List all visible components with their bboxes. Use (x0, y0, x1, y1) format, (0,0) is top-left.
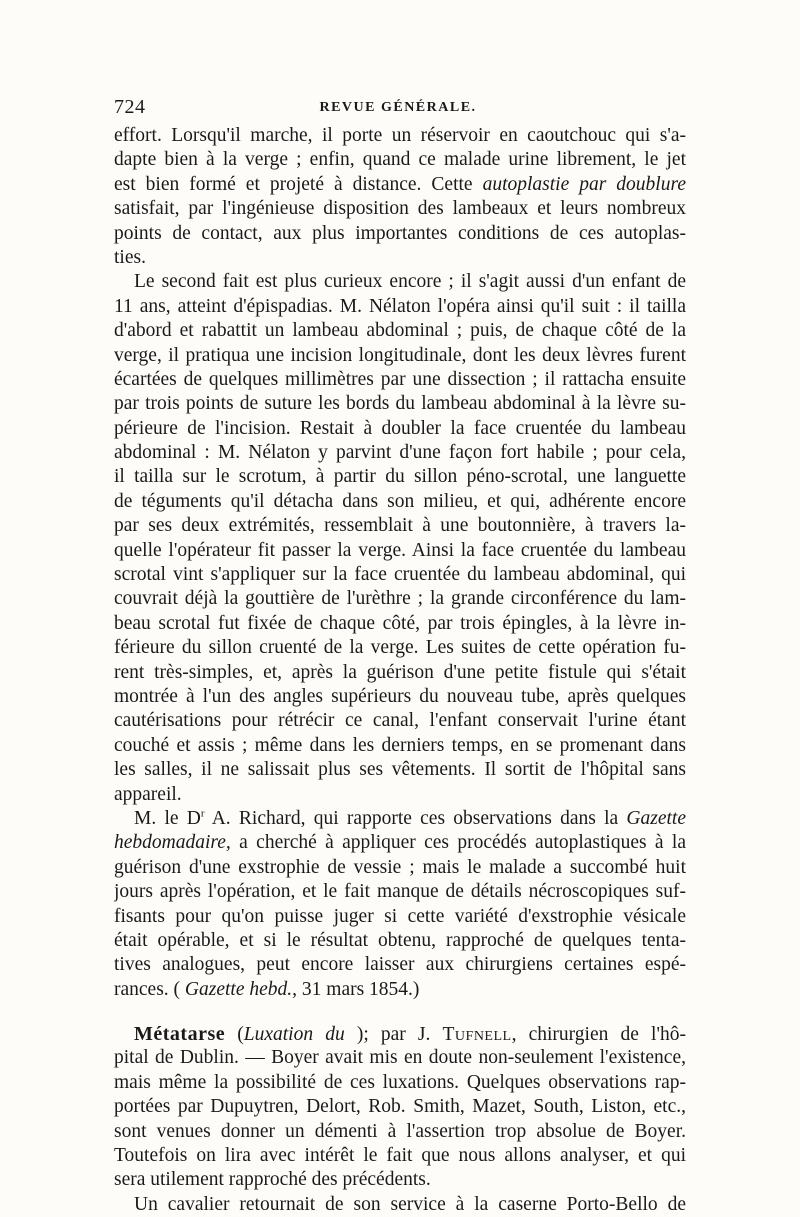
paragraph-3 (114, 807, 686, 1002)
text-line: dapte bien à la verge ; enfin, quand ce malade urine librement, le jet (114, 149, 686, 171)
text-line (114, 173, 686, 197)
text-line: fisants pour qu'on puisse juger si cette variété d'exstrophie vésicale (114, 905, 686, 927)
text-line: les salles, il ne salissait plus ses vêtements. Il sortit de l'hôpital sans (114, 759, 686, 781)
text-line: pital de Dublin. — Boyer avait mis en doute non-seulement l'existence, (114, 1047, 686, 1069)
text-span: 31 mars 1854.) (297, 978, 420, 1000)
text-line: ties. (114, 246, 146, 268)
text-line: effort. Lorsqu'il marche, il porte un réservoir en caoutchouc qui s'a- (114, 125, 686, 146)
text-span: M. le D (134, 807, 201, 829)
text-span: rances. ( (114, 978, 185, 1000)
article-title: Métatarse (134, 1023, 226, 1046)
author-name: Tufnell (442, 1024, 512, 1046)
text-line: d'abord et rabattit un lambeau abdominal ; puis, de chaque côté de la (114, 320, 686, 342)
text-line: guérison d'une exstrophie de vessie ; mais le malade a succombé huit (114, 856, 686, 878)
text-line: couché et assis ; même dans les derniers temps, en se promenant dans (114, 734, 686, 756)
text-line (114, 978, 686, 1002)
text-line: tives analogues, peut encore laisser aux chirurgiens certaines espé- (114, 954, 686, 976)
text-span: , chirurgien de l'hô- (511, 1024, 686, 1046)
text-line: satisfait, par l'ingénieuse disposition des lambeaux et leurs nombreux (114, 198, 686, 220)
text-line: appareil. (114, 783, 182, 805)
text-line: Toutefois on lira avec intérêt le fait que nous allons analyser, et qui (114, 1145, 686, 1167)
citation-italic: Gazette hebd., (184, 978, 298, 1000)
text-line: portées par Dupuytren, Delort, Rob. Smith, Mazet, South, Liston, etc., (114, 1096, 686, 1118)
text-line: Métatarse (Luxation du ); par J. Tufnell, chirurgien de l'hô- (134, 1023, 686, 1046)
text-span: A. Richard, qui rapporte ces observations dans la (204, 807, 627, 829)
italic-subtitle: Luxation du (243, 1024, 345, 1046)
text-line: beau scrotal fut fixée de chaque côté, par trois épingles, à la lèvre in- (114, 612, 686, 634)
body-text (114, 124, 686, 1217)
text-line: abdominal : M. Nélaton y parvint d'une façon fort habile ; pour cela, (114, 442, 686, 464)
text-line (114, 831, 686, 855)
text-line: points de contact, aux plus importantes conditions de ces autoplas- (114, 222, 686, 244)
paragraph-1 (114, 124, 686, 270)
text-line: écartées de quelques millimètres par une dissection ; il rattacha ensuite (114, 368, 686, 390)
text-span: ); par J. (344, 1024, 443, 1046)
text-line: couvrait déjà la gouttière de l'urèthre ; la grande circonférence du lam- (114, 588, 686, 610)
text-line: rent très-simples, et, après la guérison d'une petite fistule qui s'était (114, 661, 686, 683)
text-line: scrotal vint s'appliquer sur la face cruentée du lambeau abdominal, qui (114, 564, 686, 586)
italic-title: hebdomadaire, (114, 832, 231, 854)
text-line: Un cavalier retournait de son service à la caserne Porto-Bello de (134, 1193, 686, 1215)
text-line: quelle l'opérateur fit passer la verge. Ainsi la face cruentée du lambeau (114, 539, 686, 561)
page-header (114, 96, 682, 124)
text-line: cautérisations pour rétrécir ce canal, l'enfant conservait l'urine étant (114, 710, 686, 732)
text-line (114, 807, 686, 831)
text-line: férieure du sillon cruenté de la verge. Les suites de cette opération fu- (114, 637, 686, 659)
paragraph-4 (114, 1022, 686, 1193)
text-span: a cherché à appliquer ces procédés autoplastiques à la (230, 832, 686, 854)
text-line: sont venues donner un démenti à l'assertion trop absolue de Boyer. (114, 1120, 686, 1142)
text-line: montrée à l'un des angles supérieurs du nouveau tube, après quelques (114, 685, 686, 707)
section-gap (114, 1002, 686, 1022)
text-line: 11 ans, atteint d'épispadias. M. Nélaton l'opéra ainsi qu'il suit : il tailla (114, 295, 686, 317)
text-span: est bien formé et projeté à distance. Cette (114, 173, 483, 195)
superscript: r (200, 807, 205, 820)
text-line: était opérable, et si le résultat obtenu, rapproché de quelques tenta- (114, 929, 686, 951)
text-line: périeure de l'incision. Restait à doubler la face cruentée du lambeau (114, 417, 686, 439)
text-line: par trois points de suture les bords du lambeau abdominal à la lèvre su- (114, 393, 686, 415)
running-title: REVUE GÉNÉRALE. (319, 100, 477, 115)
page-number: 724 (114, 96, 146, 118)
text-line: il tailla sur le scrotum, à partir du sillon péno-scrotal, une languette (114, 466, 686, 488)
text-line: jours après l'opération, et le fait manque de détails nécroscopiques suf- (114, 881, 686, 903)
text-line: mais même la possibilité de ces luxations. Quelques observations rap- (114, 1071, 686, 1093)
text-line: sera utilement rapproché des précédents. (114, 1169, 431, 1191)
paragraph-5 (114, 1193, 686, 1217)
text-line: de téguments qu'il détacha dans son milieu, et qui, adhérente encore (114, 490, 686, 512)
text-line: Le second fait est plus curieux encore ; il s'agit aussi d'un enfant de (134, 271, 686, 293)
italic-term: autoplastie par doublure (482, 173, 686, 195)
text-line: verge, il pratiqua une incision longitudinale, dont les deux lèvres furent (114, 344, 686, 366)
italic-title: Gazette (626, 807, 686, 829)
paragraph-2 (114, 270, 686, 807)
text-line: par ses deux extrémités, ressemblait à une boutonnière, à travers la- (114, 515, 686, 537)
